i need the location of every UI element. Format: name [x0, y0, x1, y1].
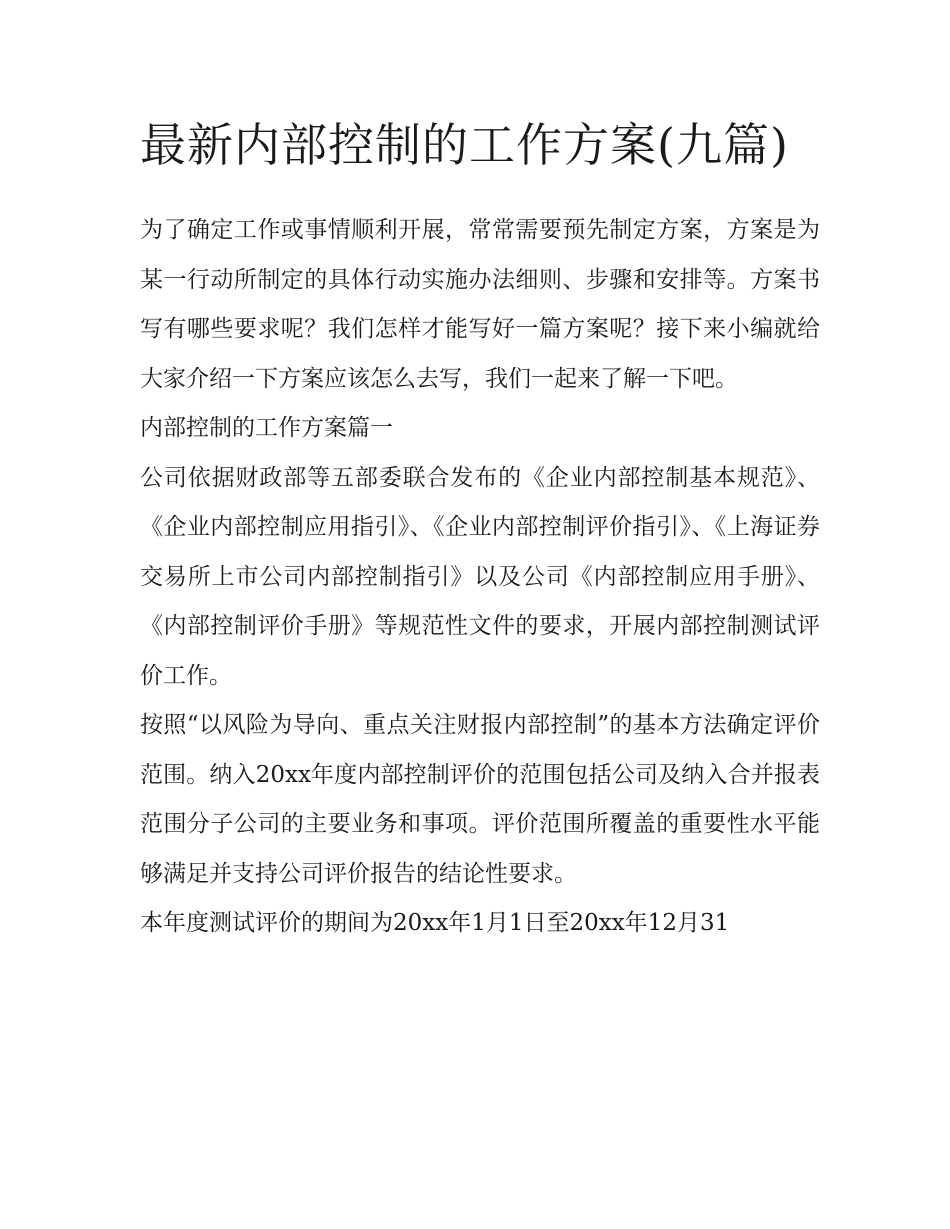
body-paragraph: 本年度测试评价的期间为20xx年1月1日至20xx年12月31	[140, 910, 730, 936]
body-paragraph: 按照“以风险为导向、重点关注财报内部控制”的基本方法确定评价范围。纳入20xx年度内部控制评价的范围包括公司及纳入合并报表范围分子公司的主要业务和事项。评价范围所覆盖的重要性水平能够满足并支持公司评价报告的结论性要求。	[140, 712, 820, 887]
body-paragraph: 公司依据财政部等五部委联合发布的《企业内部控制基本规范》、《企业内部控制应用指引》、《企业内部控制评价指引》、《上海证券交易所上市公司内部控制指引》以及公司《内部控制应用手册》、《内部控制评价手册》等规范性文件的要求，开展内部控制测试评价工作。	[140, 464, 820, 689]
intro-paragraph: 为了确定工作或事情顺利开展，常常需要预先制定方案，方案是为某一行动所制定的具体行动实施办法细则、步骤和安排等。方案书写有哪些要求呢？我们怎样才能写好一篇方案呢？接下来小编就给大家介绍一下方案应该怎么去写，我们一起来了解一下吧。	[140, 217, 820, 392]
document-title: 最新内部控制的工作方案(九篇)	[140, 118, 789, 172]
section-heading: 内部控制的工作方案篇一	[140, 415, 393, 441]
document-page	[140, 110, 820, 949]
